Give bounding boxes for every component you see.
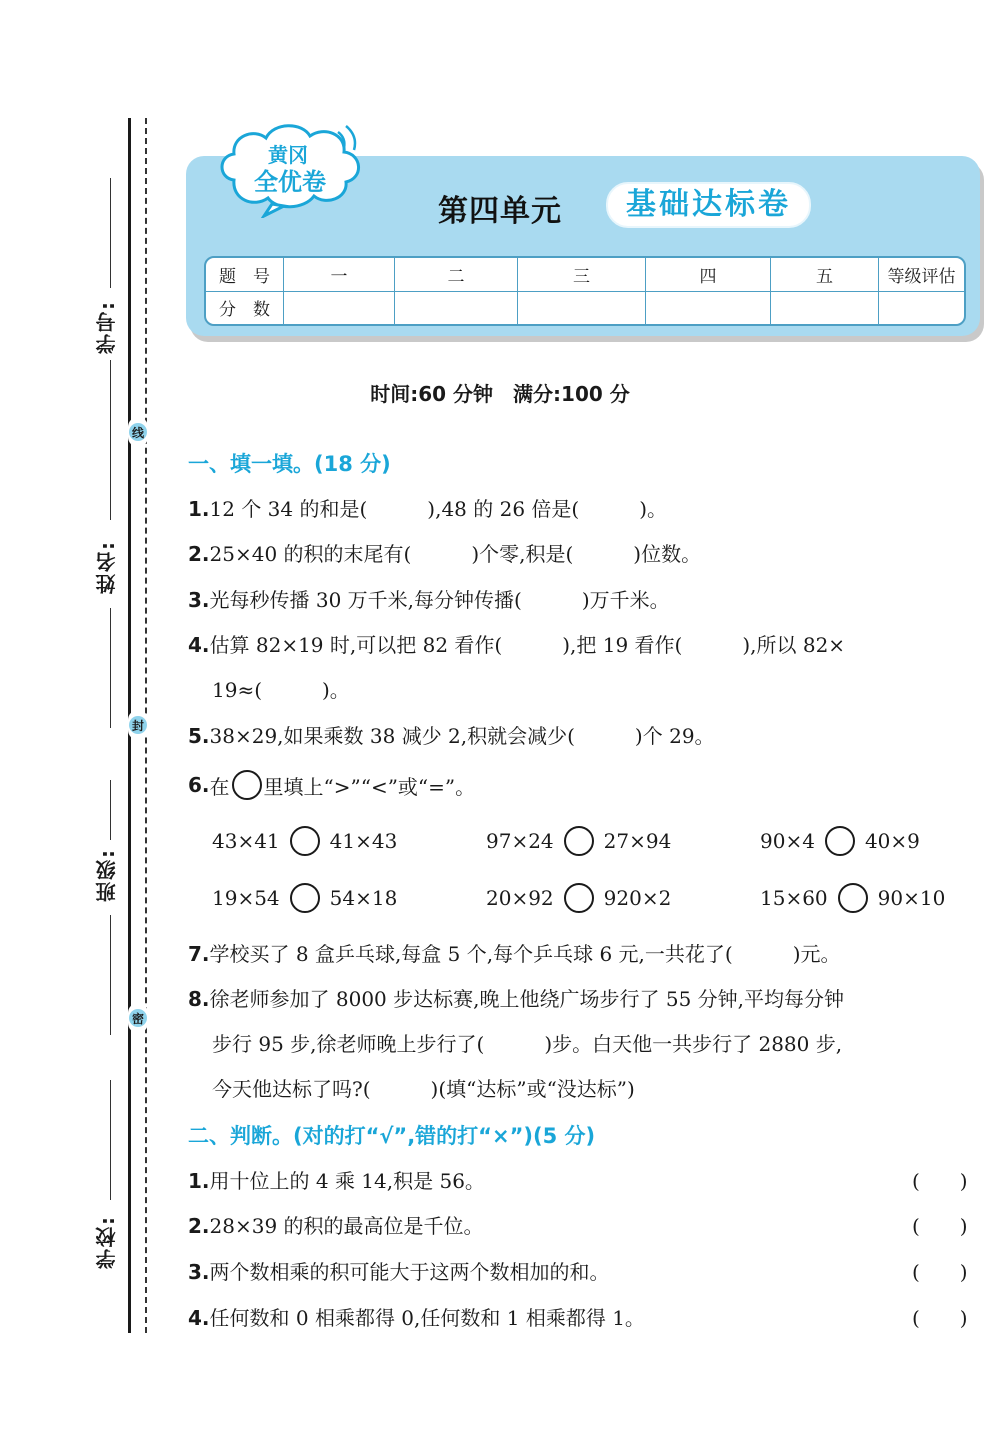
name-blank-lower: [110, 608, 111, 728]
score-cell-3[interactable]: [518, 291, 646, 324]
seal-secret-mark: 密: [128, 1003, 148, 1033]
s1-q3-text: 光每秒传播 30 万千米,每分钟传播( )万千米。: [209, 588, 670, 612]
section2-title: 二、判断。(对的打“√”,错的打“×”)(5 分): [188, 1124, 596, 1148]
s1-q4-cont: 19≈( )。: [212, 678, 350, 702]
score-cell-grade[interactable]: [879, 291, 965, 324]
score-table: [204, 256, 966, 326]
s1-q6-text-a: 在: [209, 774, 230, 799]
compare-right: 54×18: [329, 886, 398, 910]
class-blank: [110, 780, 111, 840]
s2-q1-num: 1.: [188, 1169, 210, 1193]
score-table-header-label: 题 号: [206, 258, 284, 291]
s2-q3-answer[interactable]: ( ): [912, 1260, 968, 1284]
compare-right: 90×10: [877, 886, 946, 910]
s1-q7-num: 7.: [188, 942, 210, 966]
s2-q3-text: 两个数相乘的积可能大于这两个数相加的和。: [209, 1260, 610, 1284]
compare-circle-blank[interactable]: [838, 883, 868, 913]
name-label: 姓名:: [95, 540, 119, 594]
compare-circle-blank[interactable]: [290, 826, 320, 856]
score-cell-1[interactable]: [284, 291, 395, 324]
seal-line-mark: 线: [128, 417, 148, 447]
score-table-score-label: 分 数: [206, 291, 284, 324]
compare-left: 15×60: [760, 886, 828, 910]
s2-q4-num: 4.: [188, 1306, 210, 1330]
logo-line2: 全优卷: [254, 168, 326, 196]
compare-left: 97×24: [486, 829, 554, 853]
s1-q2-text: 25×40 的积的末尾有( )个零,积是( )位数。: [209, 542, 702, 566]
s1-q5: [188, 720, 715, 749]
compare-right: 41×43: [329, 829, 398, 853]
score-table-header-3: 三: [518, 258, 646, 291]
student-id-blank: [110, 178, 111, 288]
section1-title: 一、填一填。(18 分): [188, 452, 391, 476]
compare-item-2: [486, 826, 671, 856]
s1-q4: [188, 629, 845, 658]
s1-q6: [188, 770, 475, 800]
compare-item-1: [212, 826, 397, 856]
logo-line1: 黄冈: [268, 143, 308, 167]
s1-q4-num: 4.: [188, 633, 210, 657]
brand-logo: [212, 118, 372, 218]
s1-q1-num: 1.: [188, 497, 210, 521]
title-left: 第四单元: [438, 194, 562, 229]
compare-left: 20×92: [486, 886, 554, 910]
score-table-header-4: 四: [646, 258, 771, 291]
s2-q1-answer[interactable]: ( ): [912, 1169, 968, 1193]
score-table-header-1: 一: [284, 258, 395, 291]
compare-right: 27×94: [603, 829, 672, 853]
compare-left: 90×4: [760, 829, 815, 853]
compare-circle-icon: [232, 770, 262, 800]
s1-q5-text: 38×29,如果乘数 38 减少 2,积就会减少( )个 29。: [209, 724, 715, 748]
exam-meta: 时间:60 分钟 满分:100 分: [370, 382, 630, 406]
s1-q3-num: 3.: [188, 588, 210, 612]
seal-seal-mark: 封: [128, 710, 148, 740]
s1-q3: [188, 584, 670, 613]
s1-q8-cont2: 今天他达标了吗?( )(填“达标”或“没达标”): [212, 1077, 635, 1101]
s1-q7-text: 学校买了 8 盒乒乓球,每盒 5 个,每个乒乓球 6 元,一共花了( )元。: [209, 942, 841, 966]
compare-circle-blank[interactable]: [564, 826, 594, 856]
s2-q2: [188, 1210, 484, 1239]
s1-q8-num: 8.: [188, 987, 210, 1011]
class-blank-lower: [110, 915, 111, 1035]
score-cell-4[interactable]: [646, 291, 771, 324]
s1-q8: [188, 983, 844, 1012]
score-table-header-5: 五: [771, 258, 879, 291]
s2-q4-text: 任何数和 0 相乘都得 0,任何数和 1 相乘都得 1。: [209, 1306, 645, 1330]
s1-q8-text: 徐老师参加了 8000 步达标赛,晚上他绕广场步行了 55 分钟,平均每分钟: [209, 987, 845, 1011]
s2-q2-num: 2.: [188, 1214, 210, 1238]
compare-right: 40×9: [864, 829, 920, 853]
compare-left: 19×54: [212, 886, 280, 910]
class-label: 班级:: [95, 848, 119, 902]
compare-circle-blank[interactable]: [290, 883, 320, 913]
compare-item-4: [212, 883, 397, 913]
s2-q3-num: 3.: [188, 1260, 210, 1284]
school-label: 学校:: [95, 1215, 119, 1269]
compare-circle-blank[interactable]: [825, 826, 855, 856]
s1-q2-num: 2.: [188, 542, 210, 566]
student-id-label: 学号:: [95, 300, 119, 354]
s2-q4: [188, 1302, 645, 1331]
compare-item-6: [760, 883, 945, 913]
s2-q1-text: 用十位上的 4 乘 14,积是 56。: [209, 1169, 485, 1193]
s1-q7: [188, 938, 841, 967]
compare-item-5: [486, 883, 671, 913]
score-cell-5[interactable]: [771, 291, 879, 324]
compare-right: 920×2: [603, 886, 672, 910]
s1-q1-text: 12 个 34 的和是( ),48 的 26 倍是( )。: [209, 497, 668, 521]
name-blank: [110, 480, 111, 520]
school-blank: [110, 1080, 111, 1200]
title-pill: 基础达标卷: [606, 182, 811, 228]
s1-q6-num: 6.: [188, 773, 210, 797]
s2-q2-text: 28×39 的积的最高位是千位。: [209, 1214, 484, 1238]
s1-q5-num: 5.: [188, 724, 210, 748]
s2-q4-answer[interactable]: ( ): [912, 1306, 968, 1330]
s1-q1: [188, 493, 667, 522]
s2-q3: [188, 1256, 610, 1285]
s1-q4-text: 估算 82×19 时,可以把 82 看作( ),把 19 看作( ),所以 82×: [209, 633, 846, 657]
score-cell-2[interactable]: [395, 291, 518, 324]
score-table-header-2: 二: [395, 258, 518, 291]
s2-q2-answer[interactable]: ( ): [912, 1214, 968, 1238]
compare-item-3: [760, 826, 920, 856]
s2-q1: [188, 1165, 485, 1194]
s1-q2: [188, 538, 701, 567]
s1-q6-text-b: 里填上“>”“<”或“=”。: [263, 774, 476, 799]
score-table-header-grade: 等级评估: [879, 258, 965, 291]
s1-q8-cont1: 步行 95 步,徐老师晚上步行了( )步。白天他一共步行了 2880 步,: [212, 1032, 843, 1056]
compare-circle-blank[interactable]: [564, 883, 594, 913]
compare-left: 43×41: [212, 829, 280, 853]
